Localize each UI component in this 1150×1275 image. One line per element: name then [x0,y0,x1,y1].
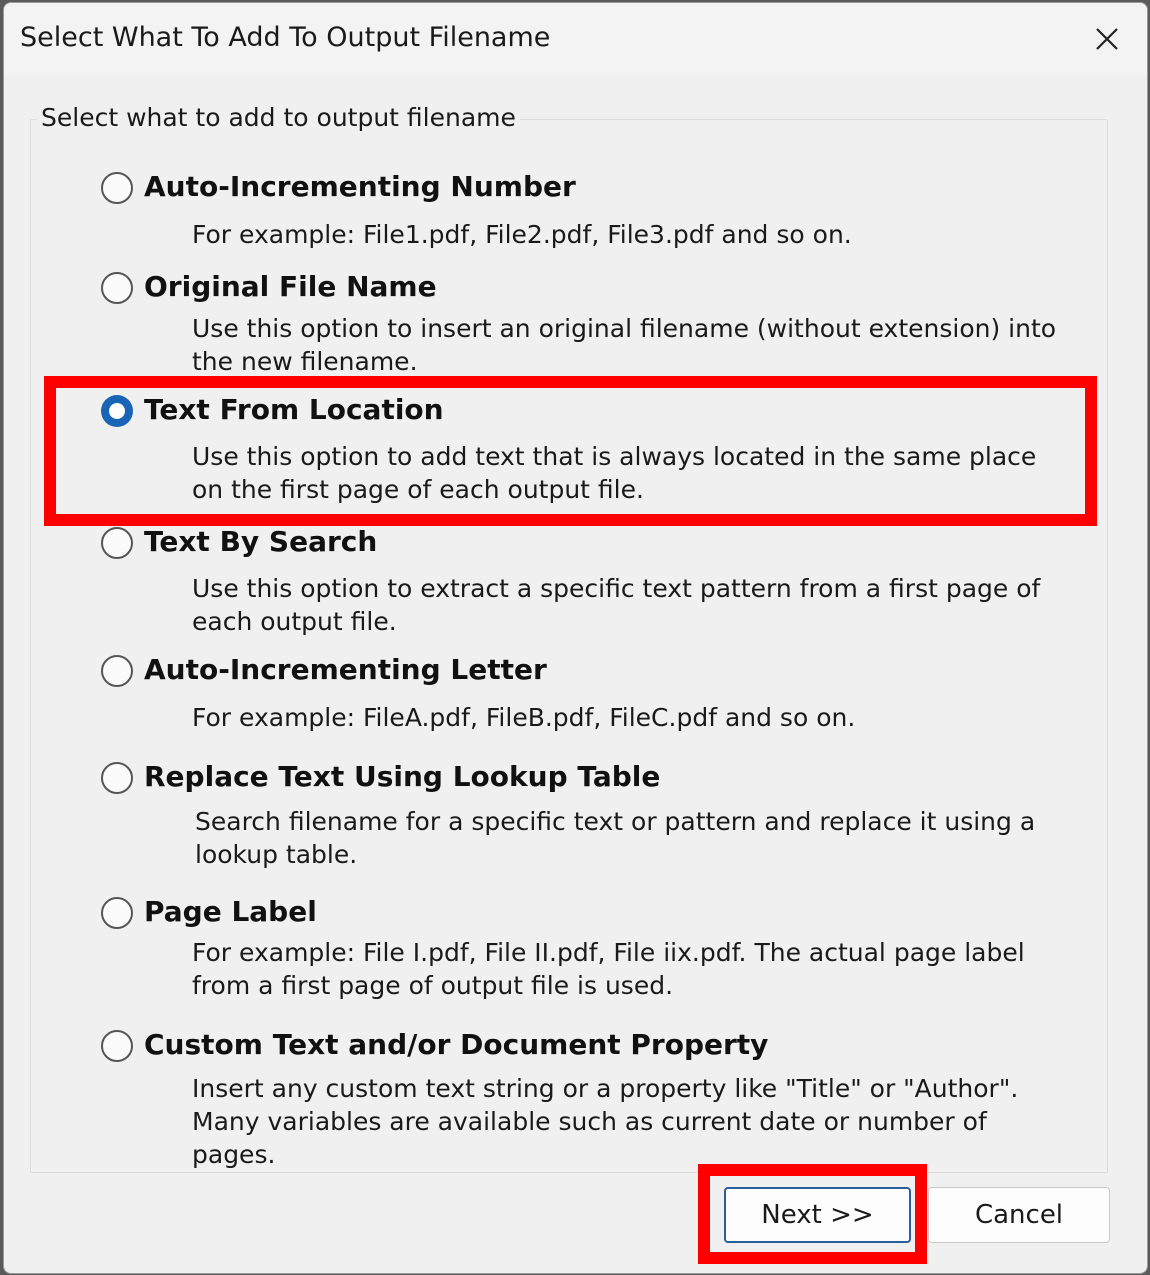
radio-auto-incrementing-number[interactable] [101,172,133,204]
option-label: Auto-Incrementing Letter [144,653,547,686]
radio-auto-incrementing-letter[interactable] [101,655,133,687]
option-description: Use this option to add text that is always located in the same place on the first page of each output file. [192,442,1037,504]
option-description: For example: File I.pdf, File II.pdf, File iix.pdf. The actual page label from a first page of output file is used. [192,938,1025,1000]
next-button[interactable]: Next >> [724,1187,911,1243]
title-bar [4,3,1147,75]
option-label: Text By Search [144,525,378,558]
radio-original-file-name[interactable] [101,272,133,304]
option-label: Page Label [144,895,317,928]
option-label: Original File Name [144,270,437,303]
close-button[interactable] [1067,3,1147,75]
cancel-button[interactable]: Cancel [928,1187,1110,1243]
window-title: Select What To Add To Output Filename [20,22,551,53]
radio-text-from-location[interactable] [101,395,133,427]
option-description: Insert any custom text string or a property like "Title" or "Author". Many variables are available such as current date or number of pages. [192,1074,1019,1169]
option-label: Custom Text and/or Document Property [144,1028,769,1061]
option-label: Auto-Incrementing Number [144,170,576,203]
close-icon [1095,27,1119,51]
radio-text-by-search[interactable] [101,527,133,559]
option-description: Search filename for a specific text or pattern and replace it using a lookup table. [195,807,1036,869]
option-description: Use this option to extract a specific text pattern from a first page of each output file. [192,574,1041,636]
group-label: Select what to add to output filename [37,103,520,132]
option-description: For example: FileA.pdf, FileB.pdf, FileC.pdf and so on. [192,703,856,732]
radio-replace-text-lookup-table[interactable] [101,762,133,794]
dialog-window [3,2,1148,1274]
radio-custom-text-document-property[interactable] [101,1030,133,1062]
radio-page-label[interactable] [101,897,133,929]
option-label: Text From Location [144,393,444,426]
option-description: Use this option to insert an original filename (without extension) into the new filename. [192,314,1057,376]
option-label: Replace Text Using Lookup Table [144,760,661,793]
option-description: For example: File1.pdf, File2.pdf, File3.pdf and so on. [192,220,852,249]
